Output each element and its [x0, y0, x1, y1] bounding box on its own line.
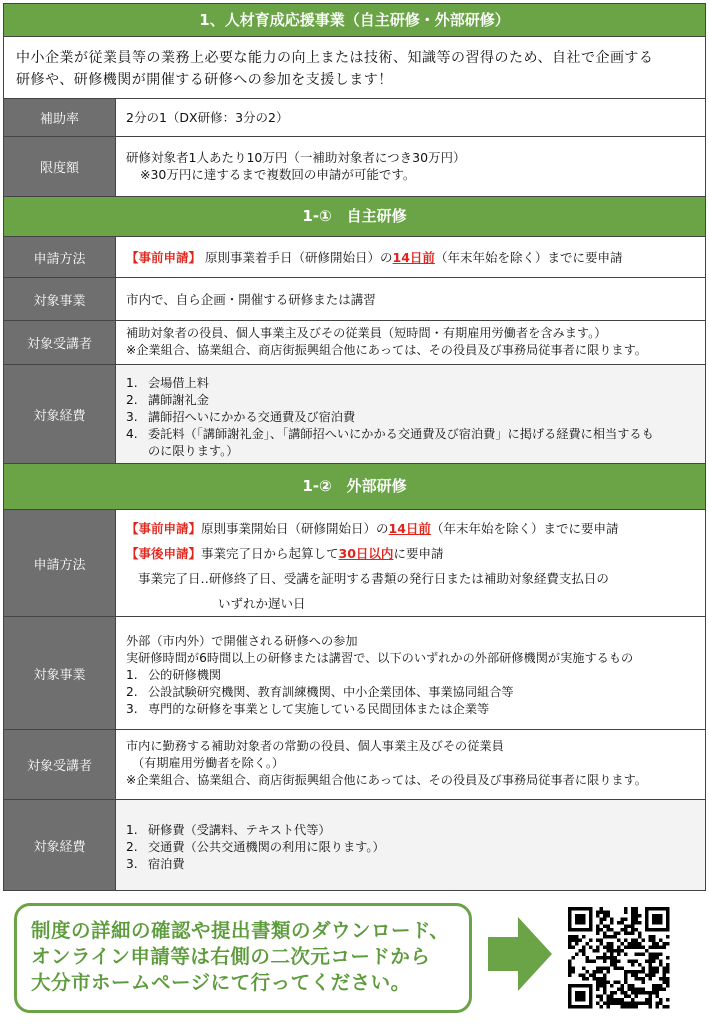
- s1-apply-days: 14日前: [392, 249, 435, 265]
- post-application-tag: 【事後申請】: [126, 546, 202, 561]
- s1-business-label: 対象事業: [4, 278, 116, 320]
- s2-business-label: 対象事業: [4, 617, 116, 729]
- limit-row: [3, 137, 706, 197]
- pre-application-line: 【事前申請】原則事業開始日（研修開始日）の14日前（年末年始を除く）までに要申請: [126, 521, 619, 536]
- list-item: 2. 交通費（公共交通機関の利用に限ります。）: [126, 840, 385, 854]
- footer-line-2: オンライン申請等は右側の二次元コードから: [31, 945, 431, 968]
- qr-code-icon[interactable]: [566, 905, 672, 1011]
- s2-trainees-value: [116, 730, 705, 799]
- s2-trainees-line-2: （有期雇用労働者を除く。）: [132, 756, 285, 770]
- footer-line-3: 大分市ホームページにて行ってください。: [31, 971, 411, 994]
- s2-trainees-line-1: 市内に勤務する補助対象者の常勤の役員、個人事業主及びその従業員: [126, 739, 504, 753]
- rate-value: 2分の1（DX研修：3分の2）: [116, 99, 705, 136]
- s1-apply-post: （年末年始を除く）までに要申請: [434, 249, 623, 265]
- document-sheet: [3, 3, 706, 891]
- list-item: 3. 専門的な研修を事業として実施している民間団体または企業等: [126, 702, 490, 716]
- s2-trainees-line-3: ※企業組合、協業組合、商店街振興組合他にあっては、その役員及び事務局従事者に限ります。: [126, 773, 647, 787]
- list-item: 3. 講師招へいにかかる交通費及び宿泊費: [126, 410, 356, 424]
- rate-label: 補助率: [4, 99, 116, 136]
- s2-expenses-row: [3, 800, 706, 891]
- section1-title: 1-① 自主研修: [3, 197, 706, 237]
- intro-line-2: 研修や、研修機関が開催する研修への参加を支援します！: [16, 72, 393, 88]
- s1-expenses-list: [116, 365, 705, 463]
- s1-business-value: 市内で、自ら企画・開催する研修または講習: [116, 278, 705, 320]
- list-item: 2. 公設試験研究機関、教育訓練機関、中小企業団体、事業協同組合等: [126, 685, 514, 699]
- s1-expenses-label: 対象経費: [4, 365, 116, 463]
- completion-note-2: いずれか遅い日: [218, 596, 306, 611]
- s1-business-row: [3, 278, 706, 321]
- s2-business-value: [116, 617, 705, 729]
- s2-trainees-label: 対象受講者: [4, 730, 116, 799]
- intro-text: [3, 37, 706, 99]
- s2-expenses-label: 対象経費: [4, 800, 116, 890]
- footer-line-1: 制度の詳細の確認や提出書類のダウンロード、: [31, 919, 450, 942]
- intro-line-1: 中小企業が従業員等の業務上必要な能力の向上または技術、知識等の習得のため、自社で企画する: [16, 50, 654, 66]
- list-item: 2. 講師謝礼金: [126, 393, 209, 407]
- list-item-continuation: のに限ります。）: [148, 444, 239, 458]
- rate-row: [3, 99, 706, 137]
- s2-apply-label: 申請方法: [4, 510, 116, 616]
- s1-expenses-row: [3, 365, 706, 464]
- s2-expenses-list: [116, 800, 705, 890]
- right-arrow-icon: [488, 917, 552, 991]
- pre-application-tag: 【事前申請】: [126, 249, 202, 265]
- s1-apply-row: [3, 237, 706, 278]
- s1-trainees-label: 対象受講者: [4, 321, 116, 364]
- s1-apply-label: 申請方法: [4, 237, 116, 277]
- pre-application-tag: 【事前申請】: [126, 521, 202, 536]
- s2-business-line-1: 外部（市内外）で開催される研修への参加: [126, 634, 358, 648]
- s2-trainees-row: [3, 730, 706, 800]
- list-item: 3. 宿泊費: [126, 857, 185, 871]
- limit-label: 限度額: [4, 137, 116, 196]
- s2-business-row: [3, 617, 706, 730]
- list-item: 1. 公的研修機関: [126, 668, 222, 682]
- s2-apply-value: [116, 510, 705, 616]
- s1-trainees-line-1: 補助対象者の役員、個人事業主及びその従業員（短時間・有期雇用労働者を含みます。）: [126, 326, 607, 340]
- s1-trainees-value: [116, 321, 705, 364]
- limit-line-2: ※30万円に達するまで複数回の申請が可能です。: [140, 167, 416, 182]
- s2-business-line-2: 実研修時間が6時間以上の研修または講習で、以下のいずれかの外部研修機関が実施するもの: [126, 651, 634, 665]
- limit-line-1: 研修対象者1人あたり10万円（一補助対象者につき30万円）: [126, 150, 466, 165]
- s1-trainees-row: [3, 321, 706, 365]
- s1-trainees-line-2: ※企業組合、協業組合、商店街振興組合他にあっては、その役員及び事務局従事者に限ります。: [126, 343, 647, 357]
- s2-apply-row: [3, 510, 706, 617]
- s1-apply-value: [116, 237, 705, 277]
- list-item: 4. 委託料（「講師謝礼金」、「講師招へいにかかる交通費及び宿泊費」に掲げる経費に相当するも: [126, 427, 654, 441]
- post-application-line: 【事後申請】事業完了日から起算して30日以内に要申請: [126, 546, 444, 561]
- list-item: 1. 会場借上料: [126, 376, 209, 390]
- completion-note: 事業完了日‥研修終了日、受講を証明する書類の発行日または補助対象経費支払日の: [138, 571, 609, 586]
- list-item: 1. 研修費（受講料、テキスト代等）: [126, 823, 331, 837]
- page-title: 1、人材育成応援事業（自主研修・外部研修）: [3, 3, 706, 37]
- section2-title: 1-② 外部研修: [3, 464, 706, 510]
- limit-value: [116, 137, 705, 196]
- footer-notice: [14, 903, 472, 1013]
- s1-apply-text: 原則事業着手日（研修開始日）の: [205, 249, 393, 265]
